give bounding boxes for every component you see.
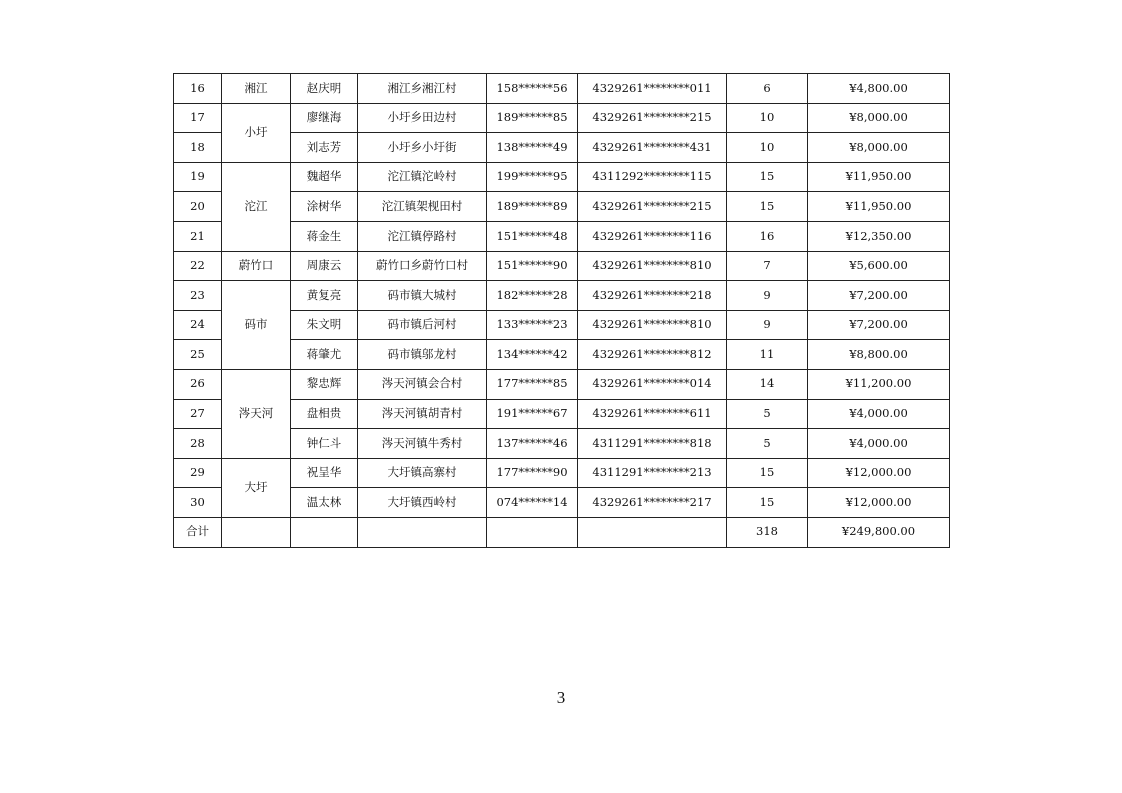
cell-name: 周康云	[291, 251, 358, 281]
cell-name: 魏超华	[291, 162, 358, 192]
cell-amount: ¥8,800.00	[808, 340, 950, 370]
cell-name: 黎忠辉	[291, 369, 358, 399]
cell-amount: ¥12,000.00	[808, 488, 950, 518]
cell-address: 小圩乡小圩街	[358, 133, 487, 163]
cell-address: 码市镇大城村	[358, 281, 487, 311]
cell-address: 码市镇邬龙村	[358, 340, 487, 370]
total-amount: ¥249,800.00	[808, 517, 950, 547]
cell-phone: 182******28	[487, 281, 578, 311]
cell-name: 赵庆明	[291, 74, 358, 104]
cell-name: 祝呈华	[291, 458, 358, 488]
subsidy-roster-table	[173, 73, 950, 548]
cell-count: 5	[727, 399, 808, 429]
cell-count: 15	[727, 192, 808, 222]
cell-id-number: 4329261********014	[578, 369, 727, 399]
table-row	[174, 399, 950, 429]
cell-phone: 191******67	[487, 399, 578, 429]
cell-id-number: 4329261********810	[578, 251, 727, 281]
cell-amount: ¥8,000.00	[808, 133, 950, 163]
cell-no: 16	[174, 74, 222, 104]
cell-no: 22	[174, 251, 222, 281]
cell-count: 14	[727, 369, 808, 399]
total-count: 318	[727, 517, 808, 547]
table-row	[174, 281, 950, 311]
cell-phone: 177******85	[487, 369, 578, 399]
table-row	[174, 103, 950, 133]
cell-phone: 133******23	[487, 310, 578, 340]
cell-address: 沱江镇停路村	[358, 221, 487, 251]
cell-phone: 189******89	[487, 192, 578, 222]
cell-no: 30	[174, 488, 222, 518]
cell-no: 25	[174, 340, 222, 370]
empty-cell	[358, 517, 487, 547]
cell-name: 蒋金生	[291, 221, 358, 251]
cell-phone: 177******90	[487, 458, 578, 488]
cell-amount: ¥7,200.00	[808, 281, 950, 311]
cell-no: 19	[174, 162, 222, 192]
cell-id-number: 4329261********116	[578, 221, 727, 251]
cell-name: 廖继海	[291, 103, 358, 133]
cell-no: 26	[174, 369, 222, 399]
cell-address: 涔天河镇牛秀村	[358, 429, 487, 459]
table-row	[174, 310, 950, 340]
cell-count: 15	[727, 458, 808, 488]
cell-no: 27	[174, 399, 222, 429]
cell-no: 24	[174, 310, 222, 340]
cell-amount: ¥4,800.00	[808, 74, 950, 104]
cell-name: 黄复亮	[291, 281, 358, 311]
cell-phone: 158******56	[487, 74, 578, 104]
cell-id-number: 4311291********213	[578, 458, 727, 488]
cell-no: 23	[174, 281, 222, 311]
table-row	[174, 192, 950, 222]
cell-name: 朱文明	[291, 310, 358, 340]
table-row	[174, 74, 950, 104]
cell-address: 小圩乡田边村	[358, 103, 487, 133]
cell-amount: ¥7,200.00	[808, 310, 950, 340]
cell-no: 21	[174, 221, 222, 251]
cell-count: 6	[727, 74, 808, 104]
cell-name: 涂树华	[291, 192, 358, 222]
cell-address: 涔天河镇会合村	[358, 369, 487, 399]
cell-id-number: 4329261********218	[578, 281, 727, 311]
cell-name: 蒋肇尤	[291, 340, 358, 370]
cell-town: 大圩	[222, 458, 291, 517]
cell-no: 20	[174, 192, 222, 222]
cell-count: 5	[727, 429, 808, 459]
cell-amount: ¥4,000.00	[808, 399, 950, 429]
cell-count: 15	[727, 488, 808, 518]
cell-address: 湘江乡湘江村	[358, 74, 487, 104]
cell-id-number: 4329261********011	[578, 74, 727, 104]
cell-id-number: 4329261********215	[578, 103, 727, 133]
cell-id-number: 4311291********818	[578, 429, 727, 459]
table-row	[174, 251, 950, 281]
cell-town: 湘江	[222, 74, 291, 104]
cell-count: 10	[727, 133, 808, 163]
cell-town: 小圩	[222, 103, 291, 162]
table-row	[174, 340, 950, 370]
cell-phone: 151******48	[487, 221, 578, 251]
cell-amount: ¥5,600.00	[808, 251, 950, 281]
cell-count: 9	[727, 281, 808, 311]
cell-count: 11	[727, 340, 808, 370]
cell-name: 盘相贵	[291, 399, 358, 429]
cell-phone: 199******95	[487, 162, 578, 192]
cell-amount: ¥12,350.00	[808, 221, 950, 251]
cell-no: 17	[174, 103, 222, 133]
cell-address: 大圩镇高寨村	[358, 458, 487, 488]
cell-address: 沱江镇架枧田村	[358, 192, 487, 222]
total-row	[174, 517, 950, 547]
cell-name: 钟仁斗	[291, 429, 358, 459]
cell-count: 10	[727, 103, 808, 133]
empty-cell	[487, 517, 578, 547]
cell-id-number: 4329261********810	[578, 310, 727, 340]
cell-no: 28	[174, 429, 222, 459]
cell-phone: 138******49	[487, 133, 578, 163]
cell-amount: ¥11,200.00	[808, 369, 950, 399]
cell-count: 16	[727, 221, 808, 251]
cell-id-number: 4329261********217	[578, 488, 727, 518]
roster-table-body	[174, 74, 950, 548]
table-row	[174, 133, 950, 163]
page-number: 3	[556, 688, 566, 707]
cell-no: 18	[174, 133, 222, 163]
cell-count: 9	[727, 310, 808, 340]
cell-amount: ¥12,000.00	[808, 458, 950, 488]
table-row	[174, 458, 950, 488]
table-row	[174, 369, 950, 399]
cell-id-number: 4329261********812	[578, 340, 727, 370]
cell-phone: 137******46	[487, 429, 578, 459]
cell-town: 涔天河	[222, 369, 291, 458]
cell-amount: ¥11,950.00	[808, 162, 950, 192]
table-row	[174, 429, 950, 459]
cell-no: 29	[174, 458, 222, 488]
cell-address: 码市镇后河村	[358, 310, 487, 340]
table-row	[174, 221, 950, 251]
cell-count: 7	[727, 251, 808, 281]
cell-town: 蔚竹口	[222, 251, 291, 281]
cell-amount: ¥11,950.00	[808, 192, 950, 222]
cell-town: 沱江	[222, 162, 291, 251]
cell-name: 刘志芳	[291, 133, 358, 163]
cell-address: 蔚竹口乡蔚竹口村	[358, 251, 487, 281]
cell-phone: 189******85	[487, 103, 578, 133]
cell-address: 大圩镇西岭村	[358, 488, 487, 518]
cell-id-number: 4329261********431	[578, 133, 727, 163]
cell-amount: ¥4,000.00	[808, 429, 950, 459]
empty-cell	[291, 517, 358, 547]
table-row	[174, 162, 950, 192]
cell-id-number: 4329261********215	[578, 192, 727, 222]
cell-count: 15	[727, 162, 808, 192]
cell-name: 温太林	[291, 488, 358, 518]
cell-phone: 134******42	[487, 340, 578, 370]
cell-town: 码市	[222, 281, 291, 370]
cell-id-number: 4329261********611	[578, 399, 727, 429]
cell-phone: 074******14	[487, 488, 578, 518]
empty-cell	[222, 517, 291, 547]
cell-address: 涔天河镇胡青村	[358, 399, 487, 429]
cell-id-number: 4311292********115	[578, 162, 727, 192]
table-row	[174, 488, 950, 518]
total-label: 合计	[174, 517, 222, 547]
cell-address: 沱江镇沱岭村	[358, 162, 487, 192]
empty-cell	[578, 517, 727, 547]
cell-amount: ¥8,000.00	[808, 103, 950, 133]
cell-phone: 151******90	[487, 251, 578, 281]
